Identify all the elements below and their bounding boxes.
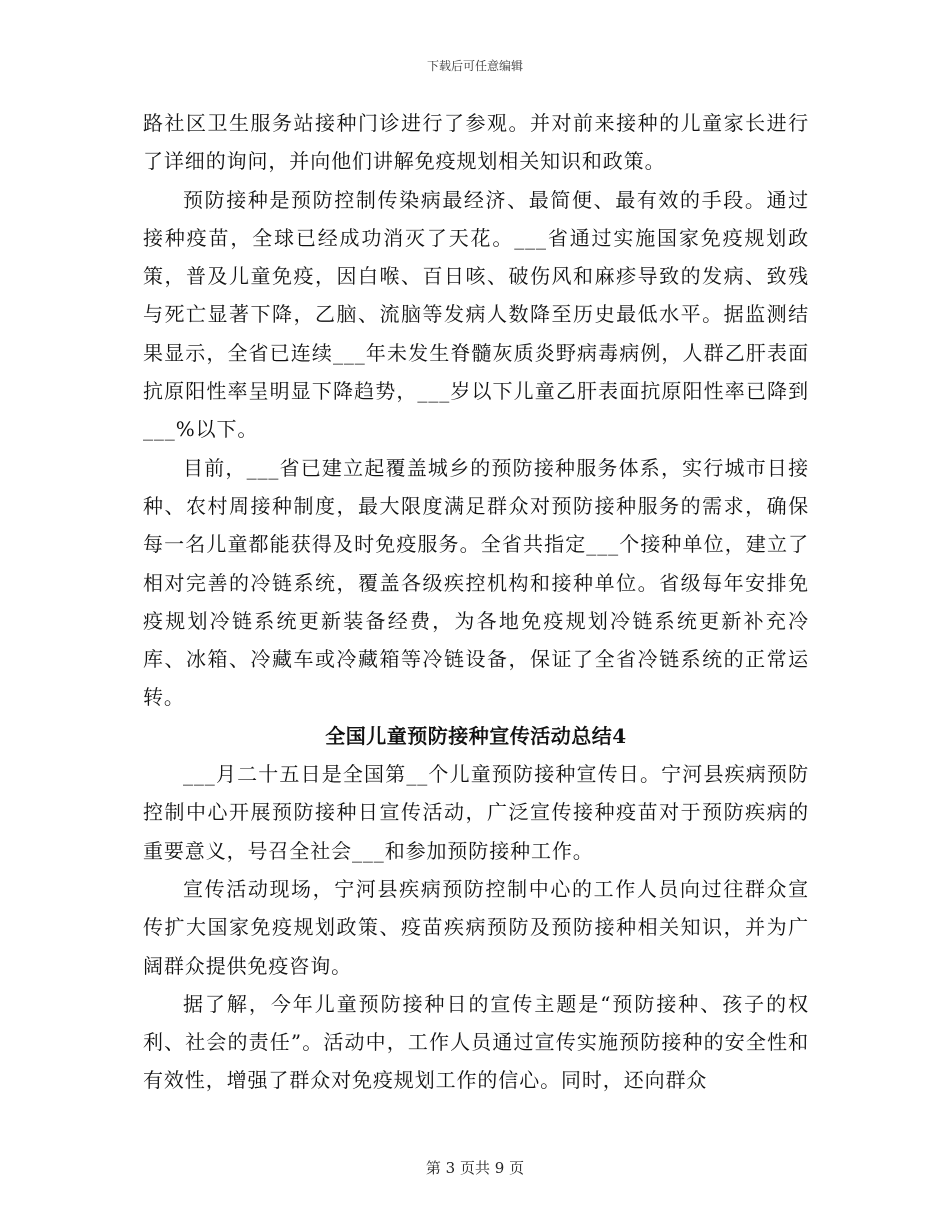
page-footer: 第 3 页共 9 页: [425, 1159, 525, 1177]
document-body: [143, 104, 809, 1100]
section-paragraph-3: 据了解，今年儿童预防接种日的宣传主题是“预防接种、孩子的权利、社会的责任”。活动中，工作人员通过宣传实施预防接种的安全性和有效性，增强了群众对免疫规划工作的信心。同时，还向群众: [143, 991, 809, 1093]
page-header: 下载后可任意编辑: [426, 59, 523, 73]
section-paragraph-2: 宣传活动现场，宁河县疾病预防控制中心的工作人员向过往群众宣传扩大国家免疫规划政策、疫苗疾病预防及预防接种相关知识，并为广阔群众提供免疫咨询。: [143, 876, 809, 978]
section-paragraph-1: ___月二十五日是全国第__个儿童预防接种宣传日。宁河县疾病预防控制中心开展预防接种日宣传活动，广泛宣传接种疫苗对于预防疾病的重要意义，号召全社会___和参加预防接种工作。: [143, 762, 809, 863]
paragraph-1: 路社区卫生服务站接种门诊进行了参观。并对前来接种的儿童家长进行了详细的询问，并向他们讲解免疫规划相关知识和政策。: [143, 111, 809, 174]
section-title: 全国儿童预防接种宣传活动总结4: [325, 723, 627, 748]
paragraph-2: 预防接种是预防控制传染病最经济、最简便、最有效的手段。通过接种疫苗，全球已经成功消灭了天花。___省通过实施国家免疫规划政策，普及儿童免疫，因白喉、百日咳、破伤风和麻疹导致的发病、致残与死亡显著下降，乙脑、流脑等发病人数降至历史最低水平。据监测结果显示，全省已连续___年未发生脊髓灰质炎野病毒病例，人群乙肝表面抗原阳性率呈明显下降趋势，___岁以下儿童乙肝表面抗原阳性率已降到___%以下。: [143, 187, 809, 442]
paragraph-3: 目前，___省已建立起覆盖城乡的预防接种服务体系，实行城市日接种、农村周接种制度，最大限度满足群众对预防接种服务的需求，确保每一名儿童都能获得及时免疫服务。全省共指定___个接种单位，建立了相对完善的冷链系统，覆盖各级疾控机构和接种单位。省级每年安排免疫规划冷链系统更新装备经费，为各地免疫规划冷链系统更新补充冷库、冰箱、冷藏车或冷藏箱等冷链设备，保证了全省冷链系统的正常运转。: [143, 455, 809, 710]
